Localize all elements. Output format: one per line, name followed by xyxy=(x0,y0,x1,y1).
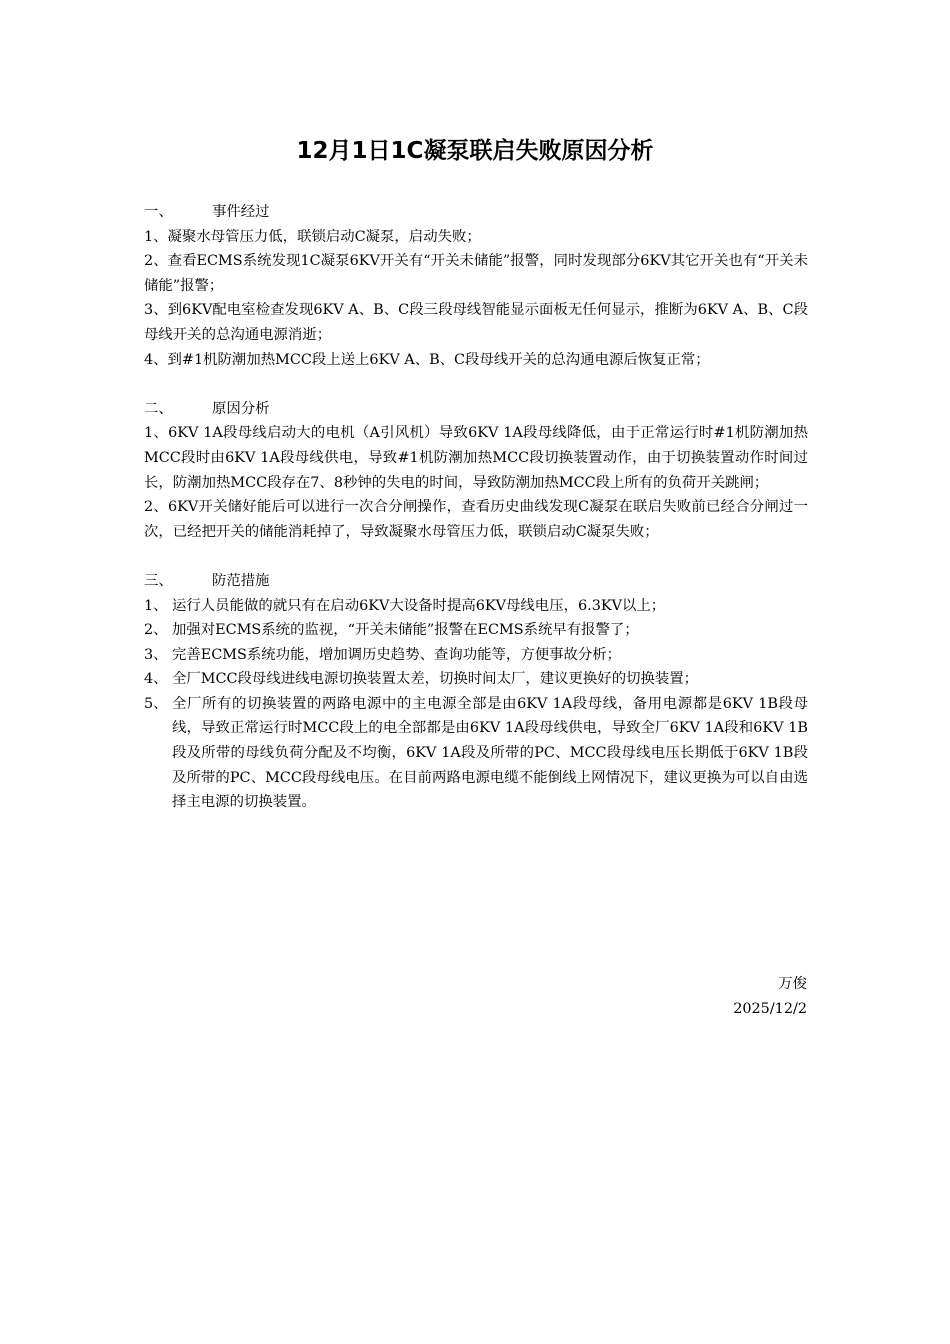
section-heading xyxy=(144,569,808,594)
list-item-text: 全厂所有的切换装置的两路电源中的主电源全部是由6KV 1A段母线，备用电源都是6KV 1B段母线，导致正常运行时MCC段上的电全部都是由6KV 1A段母线供电，导致全厂6KV 1A段和6KV 1B段及所带的母线负荷分配及不均衡，6KV 1A段及所带的PC、MCC段母线电压长期低于6KV 1B段及所带的PC、MCC段母线电压。在目前两路电源电缆不能倒线上网情况下，建议更换为可以自由选择主电源的切换装置。 xyxy=(172,695,808,811)
section-title: 原因分析 xyxy=(212,400,270,417)
author-name: 万俊 xyxy=(778,976,807,992)
list-item xyxy=(144,667,808,692)
list-item xyxy=(144,594,808,619)
list-item-number: 1、 xyxy=(144,597,168,614)
signature-date: 2025/12/2 xyxy=(733,1000,807,1017)
list-item-number: 5、 xyxy=(144,695,168,712)
list-item xyxy=(144,643,808,668)
section-title: 防范措施 xyxy=(212,572,270,589)
list-item-text: 全厂MCC段母线进线电源切换装置太差，切换时间太厂，建议更换好的切换装置； xyxy=(172,671,699,688)
section-heading xyxy=(144,200,808,225)
section-number: 三、 xyxy=(144,572,173,589)
list-item-text: 加强对ECMS系统的监视，“开关未储能”报警在ECMS系统早有报警了； xyxy=(172,622,639,639)
paragraph: 3、到6KV配电室检查发现6KV A、B、C段三段母线智能显示面板无任何显示，推断为6KV A、B、C段母线开关的总沟通电源消逝； xyxy=(144,302,808,343)
section-heading xyxy=(144,397,808,422)
list-item-number: 3、 xyxy=(144,646,168,663)
paragraph: 4、到#1机防潮加热MCC段上送上6KV A、B、C段母线开关的总沟通电源后恢复正常； xyxy=(144,351,710,368)
section-preventive-measures xyxy=(144,569,808,815)
list-item xyxy=(144,692,808,815)
paragraph: 2、查看ECMS系统发现1C凝泵6KV开关有“开关未储能”报警，同时发现部分6KV其它开关也有“开关未储能”报警； xyxy=(144,253,808,294)
section-cause-analysis xyxy=(144,397,808,545)
paragraph: 1、凝聚水母管压力低，联锁启动C凝泵，启动失败； xyxy=(144,228,481,245)
document-title: 12月1日1C凝泵联启失败原因分析 xyxy=(296,138,654,164)
section-event-process xyxy=(144,200,808,372)
paragraph: 1、6KV 1A段母线启动大的电机（A引风机）导致6KV 1A段母线降低，由于正常运行时#1机防潮加热MCC段时由6KV 1A段母线供电，导致#1机防潮加热MCC段切换装置动作，由于切换装置动作时间过长，防潮加热MCC段存在7、8秒钟的失电的时间，导致防潮加热MCC段上所有的负荷开关跳闸； xyxy=(144,425,808,491)
section-number: 一、 xyxy=(144,204,173,220)
list-item-number: 2、 xyxy=(144,622,168,639)
list-item-number: 4、 xyxy=(144,671,168,688)
signature-block xyxy=(600,972,807,1021)
paragraph: 2、6KV开关储好能后可以进行一次合分闸操作，查看历史曲线发现C凝泵在联启失败前已经合分闸过一次，已经把开关的储能消耗掉了，导致凝聚水母管压力低，联锁启动C凝泵失败； xyxy=(144,499,808,540)
document-body xyxy=(144,200,808,815)
list-item-text: 运行人员能做的就只有在启动6KV大设备时提高6KV母线电压，6.3KV以上； xyxy=(172,597,666,614)
section-number: 二、 xyxy=(144,400,173,417)
section-title: 事件经过 xyxy=(212,204,270,220)
list-item-text: 完善ECMS系统功能，增加调历史趋势、查询功能等，方便事故分析； xyxy=(172,646,622,663)
list-item xyxy=(144,618,808,643)
